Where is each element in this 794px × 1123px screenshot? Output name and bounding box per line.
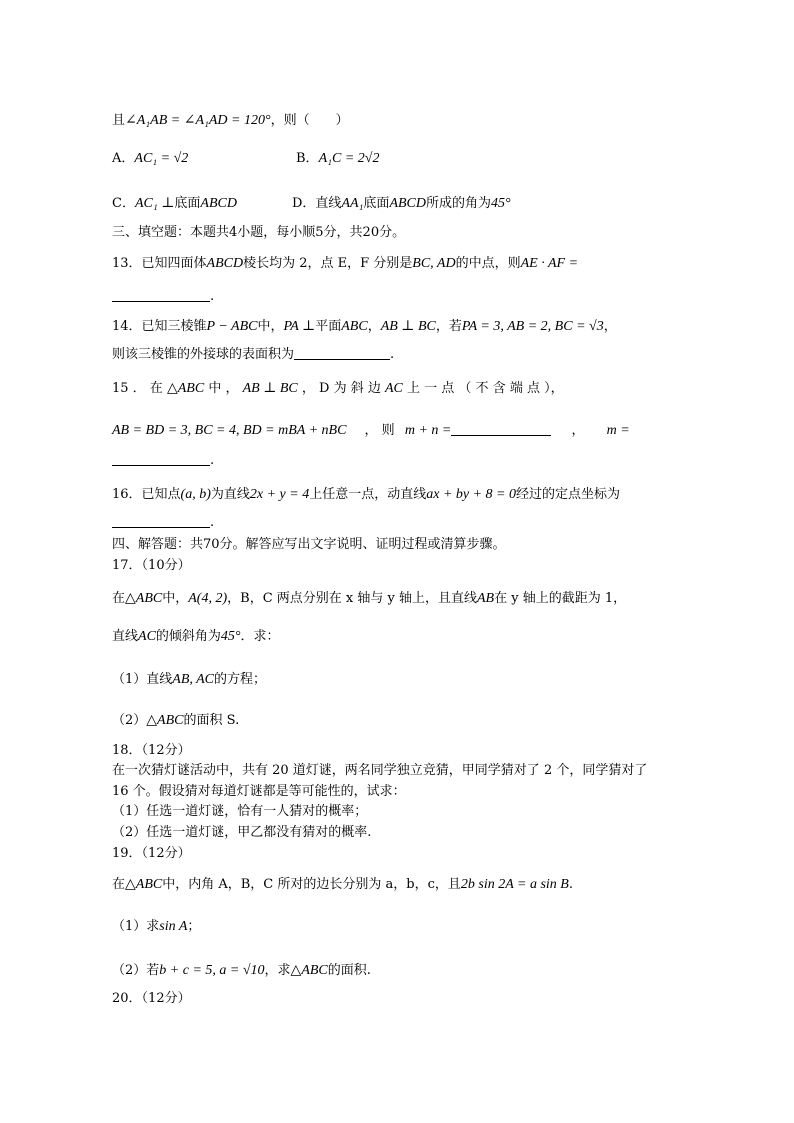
q19-heading: 19．（12分） bbox=[112, 846, 191, 861]
q14-line2: 则该三棱锥的外接球的表面积为 . bbox=[112, 347, 395, 362]
q19-part2: （2）若b + c = 5, a = √10，求△ABC的面积. bbox=[112, 963, 371, 978]
q12-option-a: A．AC₁ = √2 bbox=[112, 151, 189, 166]
q14-answer-blank[interactable] bbox=[294, 359, 390, 360]
q16-answer-line: . bbox=[112, 514, 214, 532]
q12-condition-math: ∠A₁AB = ∠A₁AD = 120° bbox=[125, 113, 271, 128]
q15-line2: AB = BD = 3, BC = 4, BD = mBA + nBC ， 则 m + n = ， m = bbox=[112, 423, 630, 438]
q18-part1: （1）任选一道灯谜，恰有一人猜对的概率； bbox=[112, 804, 368, 819]
q18-line1: 在一次猜灯谜活动中，共有 20 道灯谜，两名同学独立竞猜，甲同学猜对了 2 个，同学猜对了 bbox=[112, 763, 648, 778]
q17-line2: 直线AC的倾斜角为45°．求： bbox=[112, 629, 280, 644]
q20-heading: 20．（12分） bbox=[112, 991, 191, 1006]
q12-condition-line: 且∠A₁AB = ∠A₁AD = 120°，则（ ） bbox=[112, 113, 349, 128]
q13-answer-line: . bbox=[112, 288, 214, 306]
q12-option-b: B．A₁C = 2√2 bbox=[296, 151, 380, 166]
q15-answer-blank-1[interactable] bbox=[451, 435, 551, 436]
q18-line2: 16 个。假设猜对每道灯谜都是等可能性的，试求： bbox=[112, 784, 406, 799]
q17-part1: （1）直线AB, AC的方程； bbox=[112, 672, 267, 687]
section4-title: 四、解答题：共70分。解答应写出文字说明、证明过程或清算步骤。 bbox=[112, 537, 506, 552]
q13-vector-expression: AE · AF = bbox=[520, 256, 579, 271]
q13-answer-blank[interactable] bbox=[112, 301, 210, 302]
q16-line1: 16．已知点(a, b)为直线2x + y = 4上任意一点，动直线ax + by + 8 = 0经过的定点坐标为 bbox=[112, 487, 621, 502]
q15-vector-equation: AB = BD = 3, BC = 4, BD = mBA + nBC bbox=[112, 423, 347, 438]
q18-heading: 18．（12分） bbox=[112, 743, 191, 758]
q17-heading: 17．（10分） bbox=[112, 558, 191, 573]
q17-line1: 在△ABC中，A(4, 2)，B，C 两点分别在 x 轴与 y 轴上，且直线AB在 y 轴上的截距为 1， bbox=[112, 591, 627, 606]
q18-part2: （2）任选一道灯谜，甲乙都没有猜对的概率. bbox=[112, 825, 372, 840]
q16-answer-blank[interactable] bbox=[112, 527, 210, 528]
q19-part1: （1）求sin A； bbox=[112, 919, 201, 934]
q12-option-c: C．AC₁ ⊥底面ABCD bbox=[112, 196, 237, 211]
q15-line1: 15 ． 在 △ABC 中 ， AB ⊥ BC ， D 为 斜 边 AC 上 一 点 （ 不 含 端 点 ）， bbox=[112, 381, 564, 396]
q14-line1: 14．已知三棱锥P − ABC中，PA ⊥平面ABC，AB ⊥ BC，若PA = 3, AB = 2, BC = √3， bbox=[112, 319, 617, 334]
q15-answer-blank-2[interactable] bbox=[112, 465, 210, 466]
section3-title: 三、填空题：本题共4小题，每小顺5分，共20分。 bbox=[112, 225, 406, 240]
q12-option-d: D．直线AA₁底面ABCD所成的角为45° bbox=[292, 196, 511, 211]
q19-line1: 在△ABC中，内角 A，B，C 所对的边长分别为 a，b，c，且2b sin 2A = a sin B. bbox=[112, 877, 573, 892]
q17-part2: （2）△ABC的面积 S. bbox=[112, 713, 240, 728]
q15-answer-line2: . bbox=[112, 452, 214, 470]
q13-line1: 13．已知四面体ABCD棱长均为 2，点 E，F 分别是BC, AD的中点，则AE · AF = bbox=[112, 256, 579, 271]
